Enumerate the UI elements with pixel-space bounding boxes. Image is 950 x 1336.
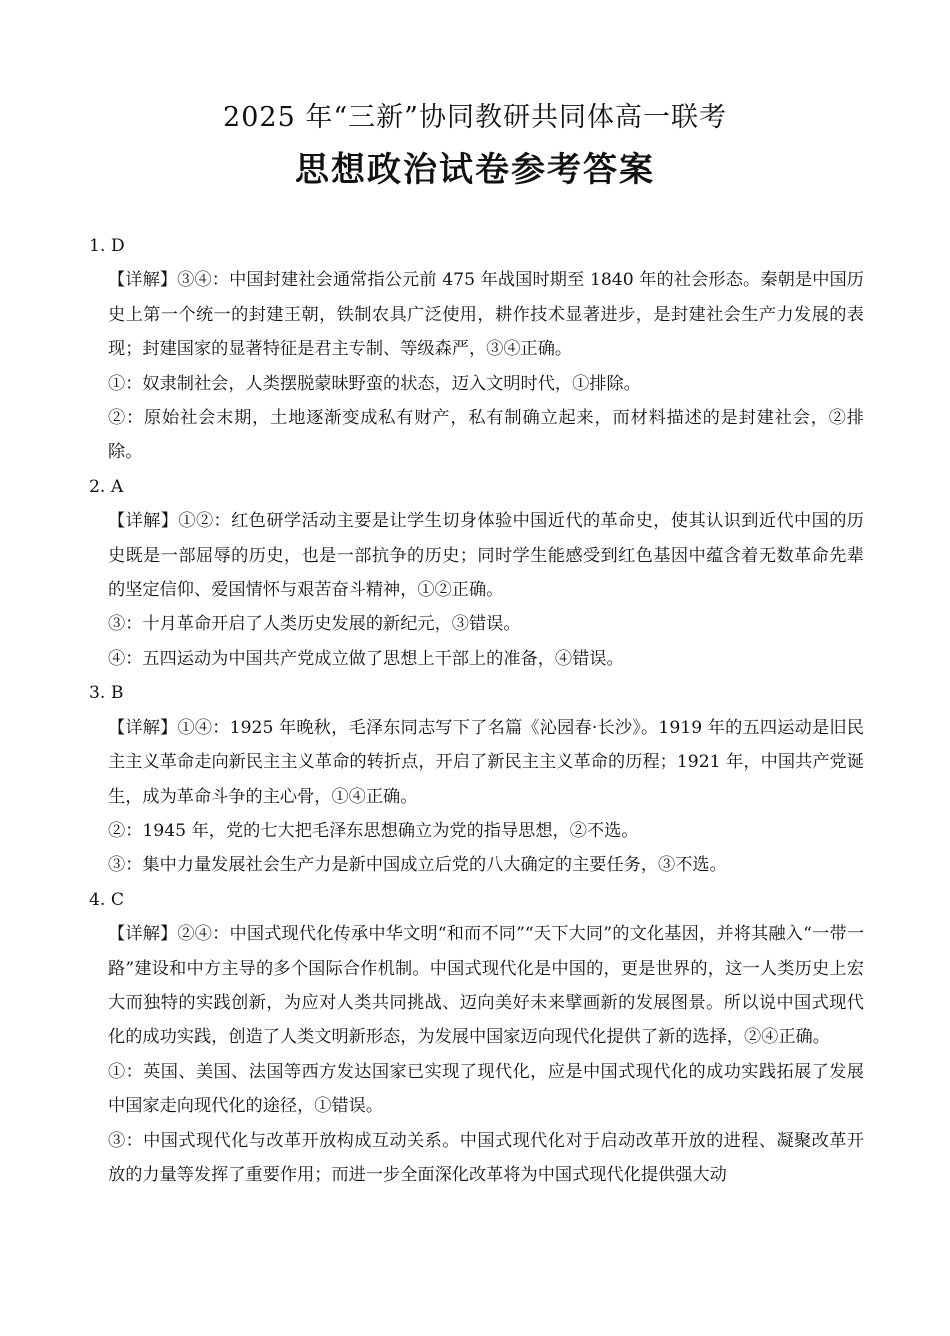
- question-1-explanation: 【详解】③④：中国封建社会通常指公元前 475 年战国时期至 1840 年的社会形态。秦朝是中国历史上第一个统一的封建王朝，铁制农具广泛使用，耕作技术显著进步，是封建社会生产力发展的表现；封建国家的显著特征是君主专制、等级森严，③④正确。: [108, 270, 864, 360]
- question-1: [89, 229, 864, 470]
- question-2-option-note: ④：五四运动为中国共产党成立做了思想上干部上的准备，④错误。: [108, 648, 624, 669]
- question-3-answer: 3. B: [89, 683, 124, 704]
- question-3-option-note: ③：集中力量发展社会生产力是新中国成立后党的八大确定的主要任务，③不选。: [108, 855, 727, 876]
- question-3-explanation: 【详解】①④：1925 年晚秋，毛泽东同志写下了名篇《沁园春·长沙》。1919 年的五四运动是旧民主主义革命走向新民主主义革命的转折点，开启了新民主主义革命的历程；1921 年，中国共产党诞生，成为革命斗争的主心骨，①④正确。: [108, 717, 864, 807]
- question-1-option-note: ②：原始社会末期，土地逐渐变成私有财产，私有制确立起来，而材料描述的是封建社会，②排除。: [108, 408, 864, 463]
- exam-title: 2025 年“三新”协同教研共同体高一联考: [223, 102, 727, 133]
- answer-key-title: 思想政治试卷参考答案: [295, 150, 655, 190]
- question-2-option-note: ③：十月革命开启了人类历史发展的新纪元，③错误。: [108, 614, 521, 635]
- question-4-option-note: ③：中国式现代化与改革开放构成互动关系。中国式现代化对于启动改革开放的进程、凝聚改革开放的力量等发挥了重要作用；而进一步全面深化改革将为中国式现代化提供强大动: [108, 1130, 864, 1185]
- question-2: [89, 470, 864, 676]
- question-4-option-note: ①：英国、美国、法国等西方发达国家已实现了现代化，应是中国式现代化的成功实践拓展了发展中国家走向现代化的途径，①错误。: [108, 1061, 864, 1117]
- question-4: [89, 883, 864, 1193]
- question-3-option-note: ②：1945 年，党的七大把毛泽东思想确立为党的指导思想，②不选。: [108, 820, 639, 841]
- question-4-explanation: 【详解】②④：中国式现代化传承中华文明“和而不同”“天下大同”的文化基因，并将其融入“一带一路”建设和中方主导的多个国际合作机制。中国式现代化是中国的，更是世界的，这一人类历史上宏大而独特的实践创新，为应对人类共同挑战、迈向美好未来擘画新的发展图景。所以说中国式现代化的成功实践，创造了人类文明新形态，为发展中国家迈向现代化提供了新的选择，②④正确。: [108, 924, 864, 1048]
- question-1-answer: 1. D: [89, 236, 125, 256]
- answer-content: [89, 229, 864, 1192]
- question-1-option-note: ①：奴隶制社会，人类摆脱蒙昧野蛮的状态，迈入文明时代，①排除。: [108, 373, 641, 394]
- question-2-answer: 2. A: [89, 476, 124, 497]
- question-3: [89, 676, 864, 882]
- question-2-explanation: 【详解】①②：红色研学活动主要是让学生切身体验中国近代的革命史，使其认识到近代中国的历史既是一部屈辱的历史，也是一部抗争的历史；同时学生能感受到红色基因中蕴含着无数革命先辈的坚定信仰、爱国情怀与艰苦奋斗精神，①②正确。: [108, 511, 864, 601]
- question-4-answer: 4. C: [89, 889, 125, 910]
